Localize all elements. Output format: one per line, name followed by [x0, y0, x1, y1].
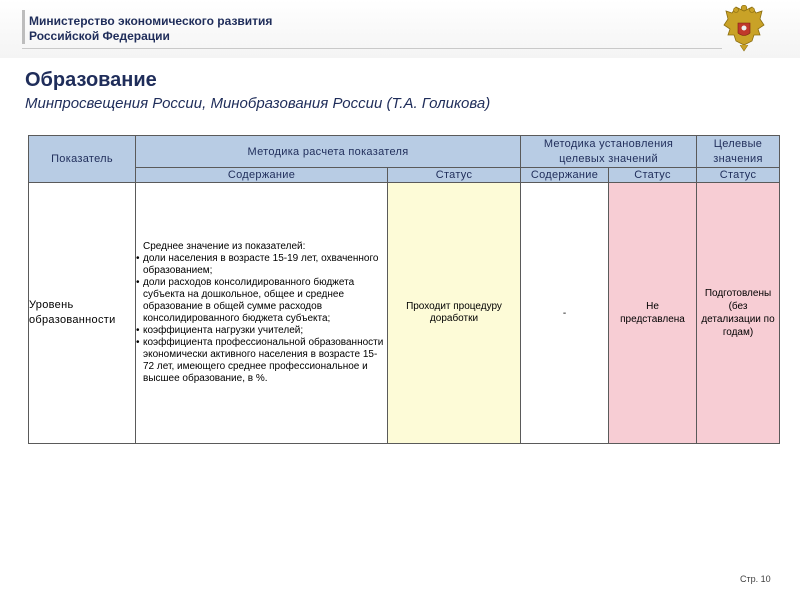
target-status: Не представлена — [609, 183, 697, 444]
organization-name — [29, 14, 272, 44]
indicator-table — [28, 135, 780, 444]
header-targets: Целевые значения — [697, 136, 780, 168]
subheader-status-3: Статус — [697, 168, 780, 183]
list-item: • коэффициента профессиональной образованности экономически активного населения в возрасте 15-72 лет, имеющего среднее профессиональное и высшее образование, в %. — [136, 337, 387, 385]
method-content — [136, 183, 388, 444]
method-intro: Среднее значение из показателей: — [143, 241, 306, 252]
header-method: Методика расчета показателя — [136, 136, 521, 168]
coat-of-arms-icon — [722, 5, 766, 53]
table-row — [29, 183, 780, 444]
method-status: Проходит процедуру доработки — [388, 183, 521, 444]
subheader-status-1: Статус — [388, 168, 521, 183]
org-line-2: Российской Федерации — [29, 29, 170, 43]
header-accent-bar — [22, 10, 25, 44]
header-indicator: Показатель — [29, 136, 136, 183]
list-item: • коэффициента нагрузки учителей; — [136, 325, 387, 337]
indicator-name: Уровень образованности — [29, 183, 136, 444]
page-number: Стр. 10 — [740, 574, 771, 584]
header-divider — [22, 48, 722, 49]
method-list — [136, 253, 387, 385]
list-item: • доли населения в возрасте 15-19 лет, охваченного образованием; — [136, 253, 387, 277]
subheader-status-2: Статус — [609, 168, 697, 183]
org-line-1: Министерство экономического развития — [29, 14, 273, 28]
list-item: • доли расходов консолидированного бюджета субъекта на дошкольное, общее и среднее образование в общей сумме расходов консолидированного бюджета субъекта; — [136, 277, 387, 325]
values-status: Подготовлены (без детализации по годам) — [697, 183, 780, 444]
page-title: Образование — [25, 69, 157, 91]
subheader-content-1: Содержание — [136, 168, 388, 183]
subheader-content-2: Содержание — [521, 168, 609, 183]
target-content: - — [521, 183, 609, 444]
header-target-method: Методика установления целевых значений — [521, 136, 697, 168]
page-subtitle: Минпросвещения России, Минобразования России (Т.А. Голикова) — [25, 95, 491, 112]
